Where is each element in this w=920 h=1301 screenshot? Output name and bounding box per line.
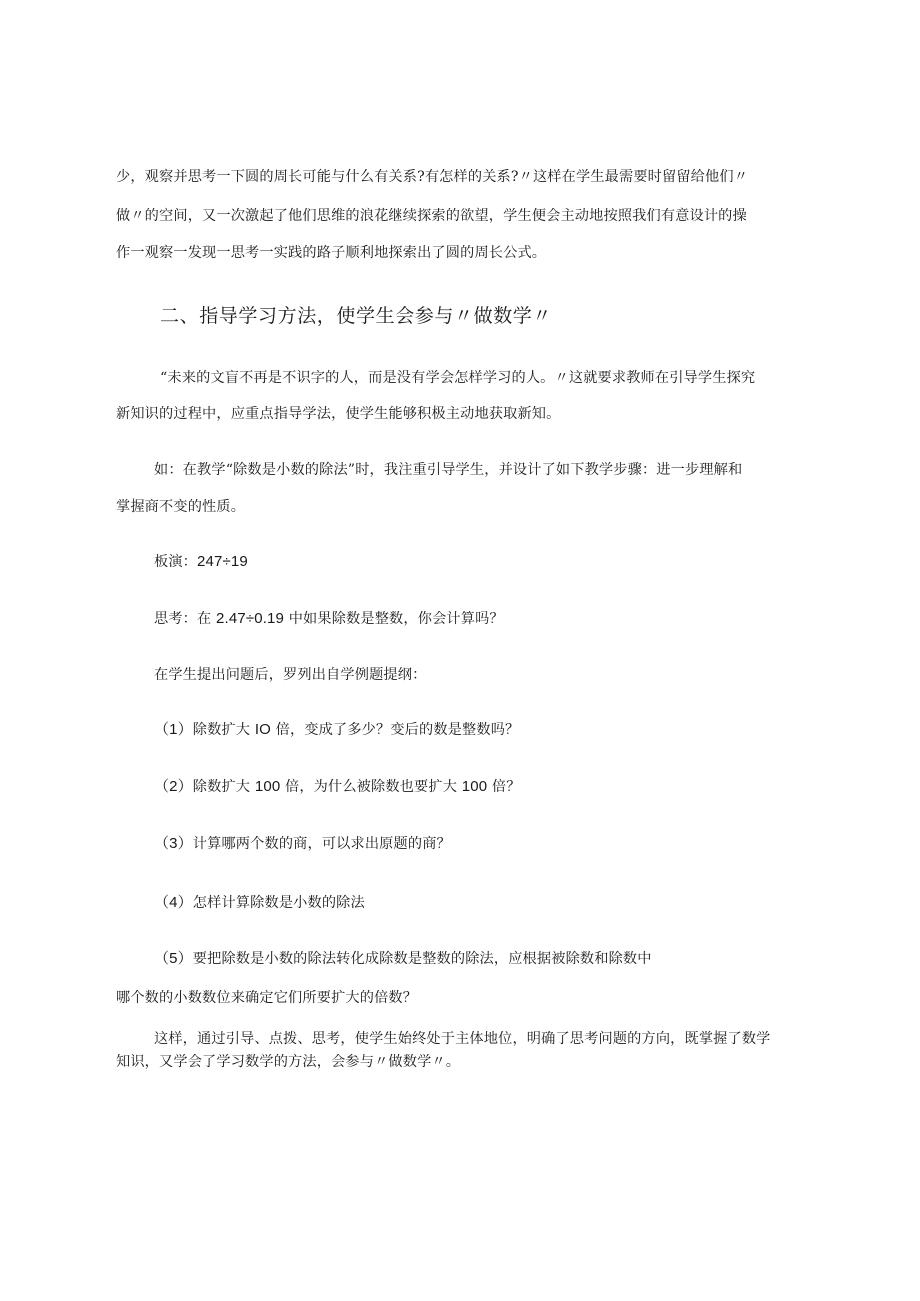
- question-5-number: （5）: [154, 950, 193, 967]
- question-1-value: IO: [254, 721, 271, 738]
- think-expression: 2.47÷0.19: [216, 610, 285, 627]
- para1-line2: 做〃的空间，又一次激起了他们思维的浪花继续探索的欲望，学生便会主动地按照我们有意设计的操: [116, 208, 747, 224]
- question-5-line1: [154, 949, 652, 969]
- para3-line2: 掌握商不变的性质。: [116, 499, 246, 515]
- para3-line1: 如：在教学“除数是小数的除法”时，我注重引导学生，并设计了如下教学步骤：进一步理解和: [154, 462, 743, 478]
- question-4-number: （4）: [154, 894, 193, 911]
- question-2: [154, 777, 521, 797]
- question-2-text-a: 除数扩大: [192, 779, 251, 795]
- question-2-text-b: 倍，为什么被除数也要扩大: [284, 779, 458, 795]
- question-3-number: （3）: [154, 835, 193, 852]
- para1-line1: 少，观察并思考一下圆的周长可能与什么有关系?有怎样的关系?〃这样在学生最需要时留留给他们〃: [116, 169, 749, 185]
- para1-line3: 作一观察一发现一思考一实践的路子顺利地探索出了圆的周长公式。: [116, 245, 547, 261]
- think-prefix: 思考：在: [154, 611, 212, 627]
- think-suffix: 中如果除数是整数，你会计算吗？: [288, 611, 504, 627]
- board-line: [154, 552, 248, 572]
- question-5-text: 要把除数是小数的除法转化成除数是整数的除法，应根据被除数和除数中: [192, 951, 652, 967]
- question-1-number: （1）: [154, 721, 193, 738]
- conclusion-line2: 知识，又学会了学习数学的方法，会参与〃做数学〃。: [116, 1054, 461, 1070]
- question-1-text-a: 除数扩大: [192, 722, 251, 738]
- think-line: [154, 609, 504, 629]
- question-4: [154, 893, 365, 913]
- question-1-text-b: 倍，变成了多少？变后的数是整数吗？: [275, 722, 520, 738]
- question-2-value-2: 100: [461, 778, 488, 795]
- para2-line1: “未来的文盲不再是不识字的人，而是没有学会怎样学习的人。〃这就要求教师在引导学生探究: [160, 370, 756, 386]
- question-5-line2: 哪个数的小数数位来确定它们所要扩大的倍数？: [116, 990, 418, 1006]
- board-expression: 247÷19: [197, 553, 248, 570]
- question-2-value-1: 100: [254, 778, 281, 795]
- board-label: 板演：: [154, 554, 198, 570]
- question-3-text: 计算哪两个数的商，可以求出原题的商？: [192, 836, 451, 852]
- question-1: [154, 720, 519, 740]
- conclusion-line1: 这样，通过引导、点拨、思考，使学生始终处于主体地位，明确了思考问题的方向，既掌握了数学: [154, 1031, 771, 1047]
- question-2-text-c: 倍？: [491, 779, 521, 795]
- question-2-number: （2）: [154, 778, 193, 795]
- para2-line2: 新知识的过程中，应重点指导学法，使学生能够积极主动地获取新知。: [116, 406, 561, 422]
- question-3: [154, 834, 451, 854]
- section-heading: 二、指导学习方法，使学生会参与〃做数学〃: [160, 305, 553, 327]
- question-4-text: 怎样计算除数是小数的除法: [192, 895, 365, 911]
- outline-intro: 在学生提出问题后，罗列出自学例题提纲：: [154, 667, 427, 683]
